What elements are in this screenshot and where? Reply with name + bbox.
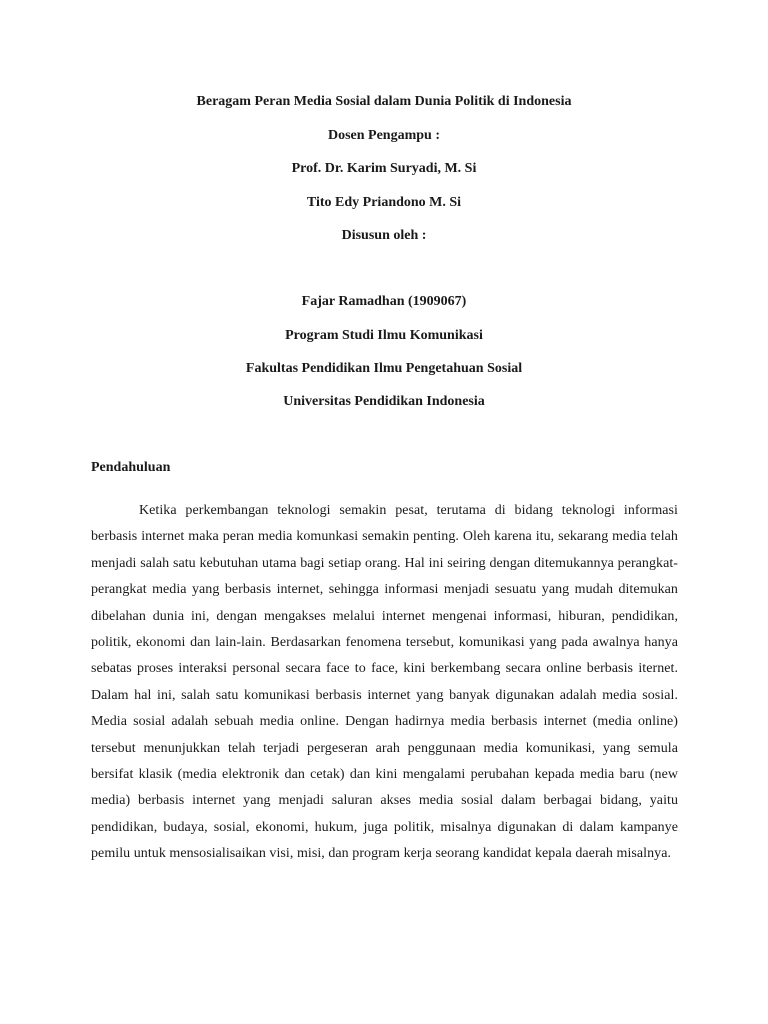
study-program: Program Studi Ilmu Komunikasi xyxy=(285,328,483,343)
lecturer-heading: Dosen Pengampu : xyxy=(327,128,440,143)
lecturer-name: Tito Edy Priandono M. Si xyxy=(306,195,462,210)
author-name: Fajar Ramadhan (1909067) xyxy=(301,294,467,309)
author-heading: Disusun oleh : xyxy=(341,228,427,243)
paper-title: Beragam Peran Media Sosial dalam Dunia Politik di Indonesia xyxy=(196,94,572,109)
lecturer-name: Prof. Dr. Karim Suryadi, M. Si xyxy=(291,161,477,176)
body-paragraph: Ketika perkembangan teknologi semakin pesat, terutama di bidang teknologi informasi berbasis internet maka peran media komunkasi semakin penting. Oleh karena itu, sekarang media telah menjadi salah satu kebutuhan utama bagi setiap orang. Hal ini seiring dengan ditemukannya perangkat-perangkat media yang berbasis internet, sehingga informasi menjadi sesuatu yang mudah ditemukan dibelahan dunia ini, dengan mengakses melalui internet mengenai informasi, hiburan, pendidikan, politik, ekonomi dan lain-lain. Berdasarkan fenomena tersebut, komunikasi yang pada awalnya hanya sebatas proses interaksi personal secara face to face, kini berkembang secara online berbasis iternet. Dalam hal ini, salah satu komunikasi berbasis internet yang banyak digunakan adalah media sosial. Media sosial adalah sebuah media online. Dengan hadirnya media berbasis internet (media online) tersebut menunjukkan telah terjadi pergeseran arah penggunaan media komunikasi, yang semula bersifat klasik (media elektronik dan cetak) dan kini mengalami perubahan kepada media baru (new media) berbasis internet yang menjadi saluran akses media sosial dalam berbagai bidang, yaitu pendidikan, budaya, sosial, ekonomi, hukum, juga politik, misalnya digunakan di dalam kampanye pemilu untuk mensosialisaikan visi, misi, dan program kerja seorang kandidat kepala daerah misalnya. xyxy=(91,503,678,862)
university-name: Universitas Pendidikan Indonesia xyxy=(283,394,485,409)
faculty-name: Fakultas Pendidikan Ilmu Pengetahuan Sosial xyxy=(245,361,523,376)
section-heading: Pendahuluan xyxy=(91,460,171,475)
